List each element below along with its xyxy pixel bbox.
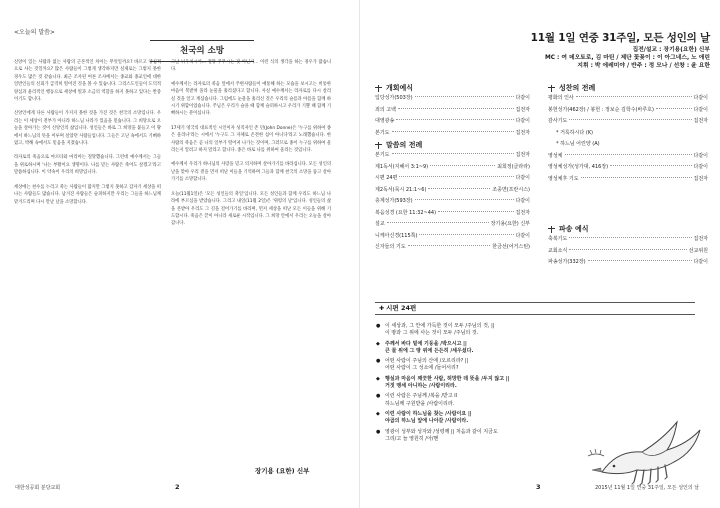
service-item-leader: 집전자 [693, 236, 708, 242]
psalm-verse-text: 어떤 사람이 주님의 산에 /오르리라? || 어떤 사람이 그 성소에 /들어서리? [385, 358, 469, 372]
service-item-leader: 집전자 [515, 152, 530, 158]
essay-paragraph: 17세기 영국의 대표적인 시인이자 성직자인 존 던(John Donne)은 '누구를 위하여 종은 울리나'라는 시에서 '누구도 그 자체로 온전한 섬이 아니다'라고 노래했습니다. 한 사람의 죽음은 곧 나의 일부가 떨어져 나가는 것이며, 그러므로 종이 누구를 위하여 울리는지 알려고 하지 말라고 합니다. 종은 바로 나를 위하여 울리는 것입니다. [171, 125, 331, 154]
credit-line: MC : 여 데오토로, 김 마틴 / 제단 꽃꽂이 : 이 아그네스, 노 애린 [544, 55, 710, 61]
dot-leader [569, 237, 691, 238]
diamond-bullet-icon: ● [376, 358, 381, 365]
essay-paragraph: 세상에는 천수를 누리고 죽는 사람들이 많지만 그렇지 못하고 갑자기 세상을 떠나는 사람들도 많습니다. 남겨진 사람들은 슬퍼하지만 우리는 그들을 하느님께 맡겨드리며 다시 만날 날을 소망합니다. [14, 184, 161, 205]
eucharist-list [548, 93, 708, 185]
cross-icon [375, 142, 382, 149]
psalm-verse [376, 411, 576, 426]
dot-leader [387, 222, 489, 223]
service-item [375, 162, 530, 174]
service-item-leader: 다같이 [693, 95, 708, 101]
service-item [375, 196, 530, 208]
diamond-bullet-icon: ● [376, 428, 381, 435]
credit-line: 집전/설교 : 장기용(요한) 신부 [632, 47, 710, 53]
eucharist-title: 성찬의 전례 [559, 84, 596, 92]
service-item [375, 242, 530, 254]
service-item [375, 208, 530, 220]
psalm-verse-text: 주께서 바다 밑에 기둥을 /박으시고 || 큰 물 위에 그 땅 위에 든든히 /세우셨다. [385, 340, 474, 354]
psalm-verse [376, 376, 576, 391]
cross-icon [548, 85, 555, 92]
essay-title: 천국의 소망 [150, 40, 254, 62]
essay-paragraph: 그날 뉘우치시어... 절망 주무시는 것 아닌가... 이런 식의 생각을 하는 경우가 많습니다. [171, 60, 331, 73]
dot-leader [399, 176, 513, 177]
credit-line: 지휘 : 박 에레미야 / 반주 : 정 모나 / 선창 : 윤 요한 [577, 63, 710, 69]
service-item [548, 105, 708, 117]
service-item-leader: 다같이 [693, 259, 708, 265]
service-item-name: 교회소식 [548, 247, 568, 254]
dot-leader [415, 96, 514, 97]
dot-leader [392, 153, 514, 154]
service-item-name: 영성체성가(성가대, 416장) [548, 164, 609, 170]
psalm-verse-text: 행실과 마음이 깨끗한 사람, 허망한 데 뜻을 /두지 않고 || 거짓 맹세 아니하는 /사람이리라. [385, 375, 510, 390]
essay-paragraph: 예수께서 우리가 하나님의 사랑을 믿고 의지하며 살아가기를 바라십니다. 모든 성인의 날을 맞아 우리 곁을 먼저 떠난 이들을 기억하며 그들과 함께 천국의 소망을 품고 살아가기를 소망합니다. [171, 162, 331, 183]
service-item-leader: 집전자 [515, 106, 530, 113]
service-item [548, 246, 708, 258]
service-item-name: 층계성가(593장) [375, 198, 413, 204]
service-item [548, 116, 708, 128]
service-item-name: 영성체후 기도 [548, 175, 579, 182]
service-item-leader: 집전자 [693, 118, 708, 124]
opening-rite-list [375, 93, 530, 139]
cross-icon [375, 85, 382, 92]
service-item-leader: 최희정(글라라) [497, 163, 530, 170]
psalm-verse [376, 341, 576, 356]
service-item-name: 니케아신경(115쪽) [375, 232, 418, 239]
dot-leader [430, 165, 495, 166]
service-item-name: 감사기도 [548, 118, 568, 124]
service-item-leader: 한금선(어거스틴) [492, 244, 530, 250]
dot-leader [569, 249, 686, 250]
service-item-name: 입당성가(503장) [375, 95, 413, 101]
service-item [548, 151, 708, 163]
word-liturgy-list [375, 150, 530, 254]
essay-column-a [14, 59, 161, 213]
service-item-leader: 선교위원 [688, 247, 708, 254]
opening-rite-title: 개회예식 [386, 84, 414, 92]
service-item [375, 93, 530, 105]
diamond-bullet-icon: ◆ [376, 375, 380, 382]
page-number-left: 2 [175, 483, 180, 491]
service-item-name: 축복기도 [548, 236, 568, 242]
right-page [360, 0, 720, 508]
service-item-leader: 조종면(프란시스) [492, 186, 530, 193]
dot-leader [581, 177, 692, 178]
cross-icon: ✚ [379, 305, 387, 312]
essay-paragraph: 오늘(11월1일)은 '모든 성인들의 축일'입니다. 모든 성인들과 함께 우리도 하느님 나라에 부르심을 받았습니다. 그리고 내일(11월 2일)은 '위령의 날'입니다. 성인들의 삶을 본받아 우리도 그 길을 걸어가기를 바라며, 먼저 세상을 떠난 모든 이들을 위해 기도합시다. 죽음은 끝이 아니라 새로운 시작입니다. 그 희망 안에서 우리는 오늘을 살아갑니다. [171, 191, 331, 227]
psalm-verses [376, 323, 576, 446]
dot-leader [588, 260, 692, 261]
essay-paragraph: 라자로의 죽음으로 마르타와 마리아는 절망했습니다. 그런데 예수께서는 그들을 위로하시며 '나는 부활이요 생명이다. 나를 믿는 사람은 죽어도 살겠고'라고 말씀하십니다. 이 약속이 우리의 희망입니다. [14, 155, 161, 176]
cross-icon [548, 226, 555, 233]
service-item-name: 파송성가(332장) [548, 259, 586, 265]
service-item-leader: 다같이 [515, 232, 530, 239]
psalm-heading-bar [375, 302, 695, 315]
psalm-verse [376, 358, 576, 373]
service-item-name: 죄의 고백 [375, 106, 396, 113]
diamond-bullet-icon: ● [376, 323, 381, 329]
service-credits [405, 46, 710, 70]
service-item-leader: 다같이 [515, 95, 530, 101]
service-item-leader: 장기용(요한) 신부 [490, 221, 530, 227]
diamond-bullet-icon: ◆ [376, 410, 380, 417]
service-item [548, 93, 708, 105]
dot-leader [610, 165, 691, 166]
dot-leader [565, 154, 692, 155]
dot-leader [438, 211, 513, 212]
psalm-verse-text: 이 세상과, 그 안에 가득한 것이 모두 /주님의 것, || 이 땅과 그 위에 사는 것이 모두 /주님의 것. [385, 323, 495, 337]
dot-leader [398, 108, 514, 109]
service-item [375, 116, 530, 128]
dismissal-list [548, 234, 708, 269]
service-item-name: 본기도 [375, 129, 390, 136]
sacrament-note: * 거룩하시다 (K) [556, 129, 594, 136]
service-item [548, 162, 708, 174]
service-item-leader: 다같이 [515, 175, 530, 181]
service-item [375, 231, 530, 243]
church-name-footer: 대한성공회 분당교회 [15, 485, 61, 491]
service-item-leader: 다같이 [693, 152, 708, 159]
diamond-bullet-icon: ◆ [376, 340, 380, 347]
service-item [375, 150, 530, 162]
psalm-verse [376, 429, 576, 444]
service-item-name: 복음성경 (요한 11:32~44) [375, 209, 437, 216]
dot-leader [428, 188, 490, 189]
dove-icon [582, 410, 712, 490]
service-item-name: 본기도 [375, 152, 390, 158]
essay-paragraph: 신앙인에게 다른 사람들이 가지지 못한 것을 가진 것은 천국의 소망입니다. 우리는 이 세상이 전부가 아니라 하느님 나라가 있음을 믿습니다. 그 희망으로 오늘을 살아가는 것이 신앙인의 삶입니다. 성인들은 바로 그 희망을 붙들고 이 땅에서 하느님의 뜻을 이루며 살았던 사람들입니다. 그들은 고난 속에서도 기뻐하였고, 박해 속에서도 믿음을 지켰습니다. [14, 111, 161, 147]
service-item [375, 173, 530, 185]
psalm-title: 시편 24편 [386, 304, 417, 312]
service-item [548, 234, 708, 246]
psalm-verse-text: 이런 사람은 주님께 /복을 /받고 ll 하느님께 구원받을 /사람이리라. [385, 393, 458, 407]
section-tag: <오늘의 말씀> [14, 29, 55, 36]
dot-leader [415, 199, 514, 200]
eucharist-heading [548, 83, 595, 93]
service-item-name: 제2독서(묵시 21:1~6) [375, 186, 427, 193]
psalm-verse [376, 393, 576, 408]
service-item-leader: 다같이 [515, 198, 530, 204]
word-liturgy-title: 말씀의 전례 [386, 141, 423, 149]
service-item-leader: 다같이 [515, 118, 530, 124]
service-item-name: 봉헌성가(462장) / 봉헌 : 정보순 김학수(바루호) [548, 106, 654, 113]
dot-leader [419, 234, 513, 235]
service-item [375, 219, 530, 231]
service-item-leader: 다같이 [693, 106, 708, 113]
service-item-leader: 다같이 [693, 164, 708, 170]
dismissal-heading [548, 224, 589, 234]
page-number-right: 3 [536, 483, 541, 491]
essay-paragraph: 예수께서는 라자로의 죽음 앞에서 주변사람들이 애통해 하는 모습을 보시고는 비통한 마음이 복받쳐 올라 눈물을 흘리셨다고 합니다. 사실 예수께서는 라자로를 다시 살리실 것을 알고 계셨습니다. 그럼에도 눈물을 흘리신 것은 우리의 슬픔과 아픔을 함께 하시기 위함이었습니다. 주님은 우리가 슬플 때 함께 슬퍼하시고 우리가 기쁠 때 함께 기뻐하시는 분이십니다. [171, 81, 331, 117]
essay-column-b [171, 59, 331, 235]
service-item [548, 174, 708, 186]
sacrament-note: * 하느님 어린양 (A) [556, 141, 600, 147]
essay-paragraph: 신앙이 있는 사람과 없는 사람의 근본적인 차이는 무엇일까요? 바르고 양심적으로 사는 것일까요? 많은 사람들이 그렇게 생각하지만 실제로는 그렇지 못한 경우도 많은 것 같습니다. 최근 조사된 여론 조사에서는 종교와 종교인에 대한 일반인들의 신뢰가 급격히 떨어진 것을 볼 수 있습니다. 그리스도인들이 도덕적 양심과 윤리적인 행동으로 세상에 빛과 소금의 역할을 하지 못하고 있다는 반증이기도 합니다. [14, 60, 161, 103]
psalm-verse [376, 323, 576, 338]
service-item-name: 평화의 인사 [548, 95, 574, 101]
service-item-name: 설교 [375, 221, 385, 227]
psalm-verse-text: 이런 사람이 하느님을 찾는 /사람이요 || 야곱의 하느님 앞에 나아갈 /사람이라. [385, 410, 472, 425]
service-item [548, 257, 708, 269]
psalm-verse-text: 영광이 성부와 성자와 /성령께 || 처음과 같이 지금도 그리/고 늘 영원히 /아/멘 [385, 428, 498, 442]
service-item-leader: 집전자 [693, 175, 708, 182]
dot-leader [396, 119, 513, 120]
service-item-name: 제1독서(지혜서 3:1~9) [375, 163, 429, 170]
dot-leader [392, 131, 514, 132]
dot-leader [569, 119, 691, 120]
word-liturgy-heading [375, 140, 422, 150]
service-item-leader: 집전자 [515, 129, 530, 136]
service-item-name: 영성체 [548, 152, 563, 159]
dismissal-title: 파송 예식 [559, 225, 589, 233]
opening-rite-heading [375, 83, 413, 93]
service-item-name: 신자들의 기도 [375, 244, 406, 250]
service-item-name: 대영광송 [375, 118, 395, 124]
essay-author: 장기용 (요한) 신부 [255, 467, 310, 475]
service-item-leader: 집전자 [515, 209, 530, 216]
dot-leader [656, 108, 692, 109]
service-item [375, 128, 530, 140]
liturgy-day-title: 11월 1일 연중 31주일, 모든 성인의 날 [530, 32, 710, 44]
dot-leader [408, 245, 491, 246]
dot-leader [576, 96, 692, 97]
service-item-name: 시편 24편 [375, 175, 398, 181]
date-footer: 2015년 11월 1일 연중 31주일, 모든 성인의 날 [595, 485, 700, 491]
service-item [375, 185, 530, 197]
service-item [375, 105, 530, 117]
diamond-bullet-icon: ● [376, 393, 381, 400]
